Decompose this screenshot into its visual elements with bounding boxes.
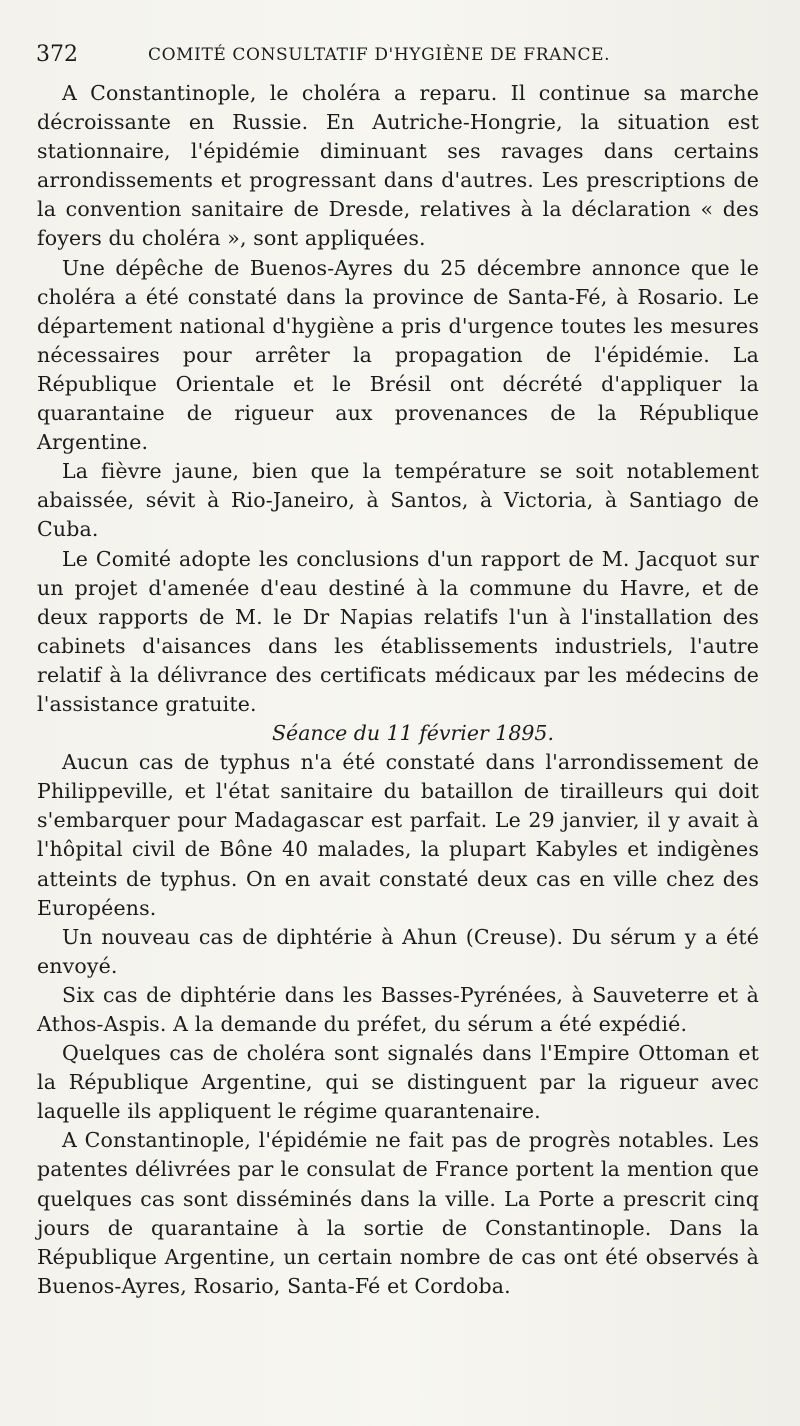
paragraph: Une dépêche de Buenos-Ayres du 25 décembre annonce que le choléra a été constaté dans la province de Santa-Fé, à Rosario. Le département national d'hygiène a pris d'urgence toutes les mesures nécessaires pour arrêter la propagation de l'épidémie. La République Orientale et le Brésil ont décrété d'appliquer la quarantaine de rigueur aux provenances de la République Argentine. — [37, 255, 759, 455]
paragraph: Aucun cas de typhus n'a été constaté dans l'arrondissement de Philippeville, et l'état sanitaire du bataillon de tirailleurs qui doit s'embarquer pour Madagascar est parfait. Le 29 janvier, il y avait à l'hôpital civil de Bône 40 malades, la plupart Kabyles et indigènes atteints de typhus. On en avait constaté deux cas en ville chez des Européens. — [37, 750, 759, 920]
session-heading: Séance du 11 février 1895. — [272, 721, 554, 746]
paragraph: Le Comité adopte les conclusions d'un rapport de M. Jacquot sur un projet d'amenée d'eau destiné à la commune du Havre, et de deux rapports de M. le Dr Napias relatifs l'un à l'installation des cabinets d'aisances dans les établissements industriels, l'autre relatif à la délivrance des certificats médicaux par les médecins de l'assistance gratuite. — [37, 546, 759, 716]
running-header — [36, 38, 756, 72]
paragraph: Un nouveau cas de diphtérie à Ahun (Creuse). Du sérum y a été envoyé. — [37, 924, 759, 978]
body-text — [37, 79, 759, 1301]
paragraph: A Constantinople, l'épidémie ne fait pas de progrès notables. Les patentes délivrées par le consulat de France portent la mention que quelques cas sont disséminés dans la ville. La Porte a prescrit cinq jours de quarantaine à la sortie de Constantinople. Dans la République Argentine, un certain nombre de cas ont été observés à Buenos-Ayres, Rosario, Santa-Fé et Cordoba. — [37, 1128, 759, 1298]
paragraph: Six cas de diphtérie dans les Basses-Pyrénées, à Sauveterre et à Athos-Aspis. A la demande du préfet, du sérum a été expédié. — [37, 982, 759, 1036]
running-title: COMITÉ CONSULTATIF D'HYGIÈNE DE FRANCE. — [148, 45, 611, 65]
paragraph: La fièvre jaune, bien que la température se soit notablement abaissée, sévit à Rio-Janeiro, à Santos, à Victoria, à Santiago de Cuba. — [37, 459, 759, 542]
paragraph: A Constantinople, le choléra a reparu. Il continue sa marche décroissante en Russie. En Autriche-Hongrie, la situation est stationnaire, l'épidémie diminuant ses ravages dans certains arrondissements et progressant dans d'autres. Les prescriptions de la convention sanitaire de Dresde, relatives à la déclaration « des foyers du choléra », sont appliquées. — [37, 81, 759, 251]
paragraph: Quelques cas de choléra sont signalés dans l'Empire Ottoman et la République Argentine, qui se distinguent par la rigueur avec laquelle ils appliquent le régime quarantenaire. — [37, 1041, 759, 1124]
page-number: 372 — [36, 42, 78, 67]
